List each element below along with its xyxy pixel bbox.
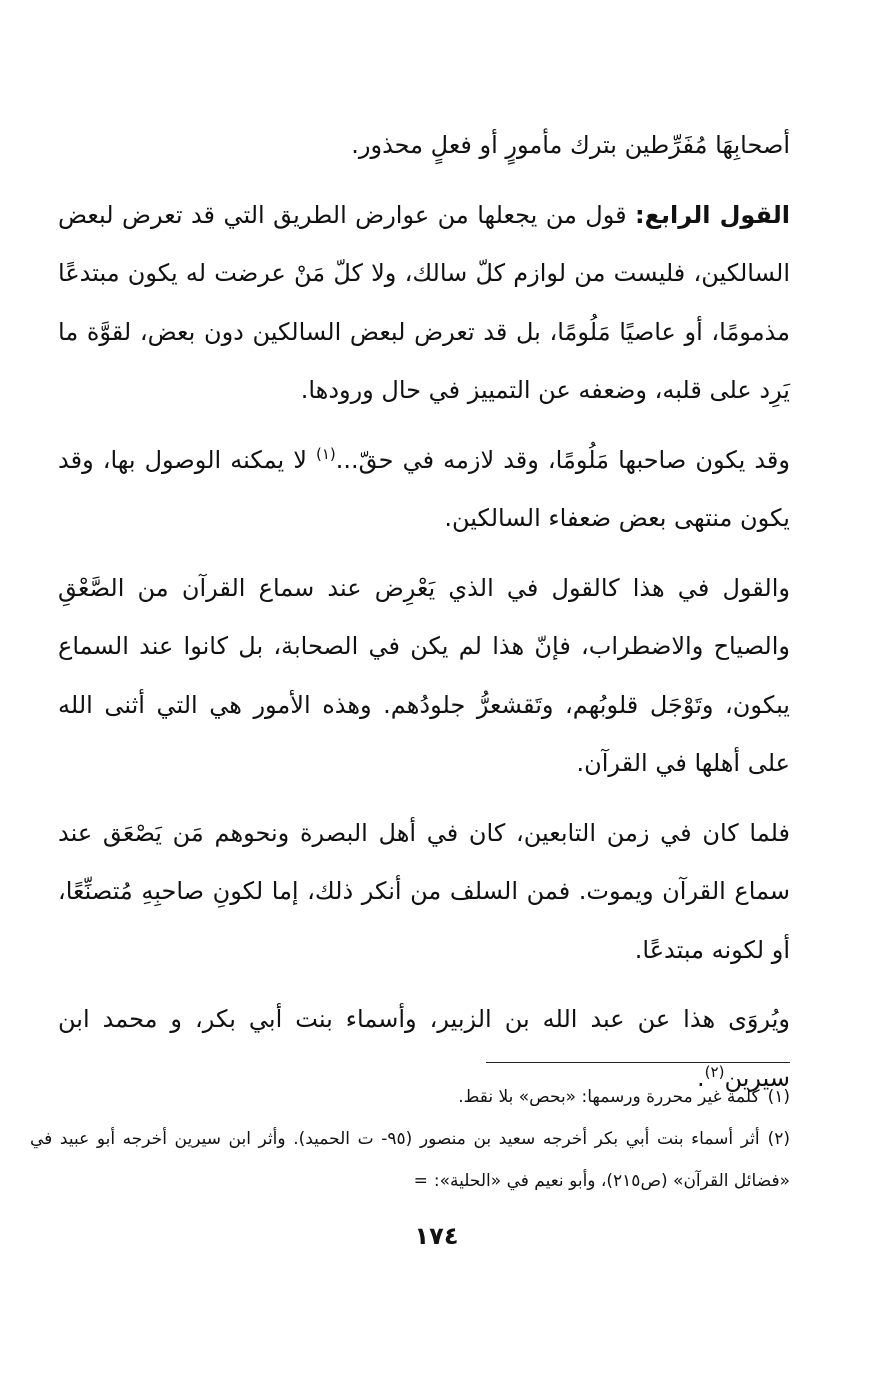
footnote-2 [30, 1118, 790, 1202]
paragraph-2 [58, 186, 790, 420]
paragraph-text: وقد يكون صاحبها مَلُومًا، وقد لازمه في حقّ... [335, 445, 790, 474]
footnote-text: أثر أسماء بنت أبي بكر أخرجه سعيد بن منصور (٩٥- ت الحميد). وأثر ابن سيرين أخرجه أبو عبيد في «فضائل القرآن» (ص٢١٥)، وأبو نعيم في «الحلية»: [30, 1129, 790, 1191]
paragraph-text: والقول في هذا كالقول في الذي يَعْرِض عند سماع القرآن من الصَّعْقِ والصياح والاضطراب، فإنّ هذا لم يكن في الصحابة، بل كانوا عند السماع يبكون، وتَوْجَل قلوبُهم، وتَقشعرُّ جلودُهم. وهذه الأمور هي التي أثنى الله على أهلها في القرآن. [58, 573, 790, 777]
paragraph-5 [58, 804, 790, 980]
footnote-ref-2[interactable]: (٢) [704, 1062, 725, 1081]
paragraph-3 [58, 431, 790, 548]
footnote-text: كلمة غير محررة ورسمها: «بحص» بلا نقط. [458, 1087, 760, 1107]
footnote-ref-1[interactable]: (١) [316, 444, 336, 463]
footnote-number: (١) [767, 1087, 790, 1107]
paragraph-text-after: لا يمكنه الوصول بها، وقد يكون منتهى بعض ضعفاء السالكين. [58, 445, 790, 532]
paragraph-1 [58, 116, 790, 175]
paragraph-text: أصحابِهَا مُفَرِّطين بترك مأمورٍ أو فعلٍ محذور. [351, 131, 790, 159]
footnote-1 [30, 1076, 790, 1118]
paragraph-text: ويُروَى هذا عن عبد الله بن الزبير، وأسماء بنت أبي بكر، و محمد ابن سيرين [58, 1005, 790, 1092]
paragraph-text-after: . [697, 1063, 705, 1092]
paragraph-label: القول الرابع: [635, 200, 790, 229]
footnote-separator [486, 1062, 790, 1063]
paragraph-text: فلما كان في زمن التابعين، كان في أهل البصرة ونحوهم مَن يَصْعَق عند سماع القرآن ويموت. فمن السلف من أنكر ذلك، إما لكونِ صاحبِهِ مُتصنِّعًا، أو لكونه مبتدعًا. [58, 818, 790, 964]
paragraph-4 [58, 559, 790, 793]
page-number: ١٧٤ [414, 1222, 459, 1250]
footnote-number: (٢) [767, 1129, 790, 1149]
paragraph-text: قول من يجعلها من عوارض الطريق التي قد تعرض لبعض السالكين، فليست من لوازم كلّ سالك، ولا كلّ مَنْ عرضت له يكون مبتدعًا مذمومًا، أو عاصيًا مَلُومًا، بل قد تعرض لبعض السالكين دون بعض، لقوَّة ما يَرِد على قلبه، وضعفه عن التمييز في حال ورودها. [58, 200, 790, 404]
continuation-mark: = [413, 1171, 428, 1191]
footnotes [30, 1076, 790, 1202]
main-text [58, 116, 790, 1118]
